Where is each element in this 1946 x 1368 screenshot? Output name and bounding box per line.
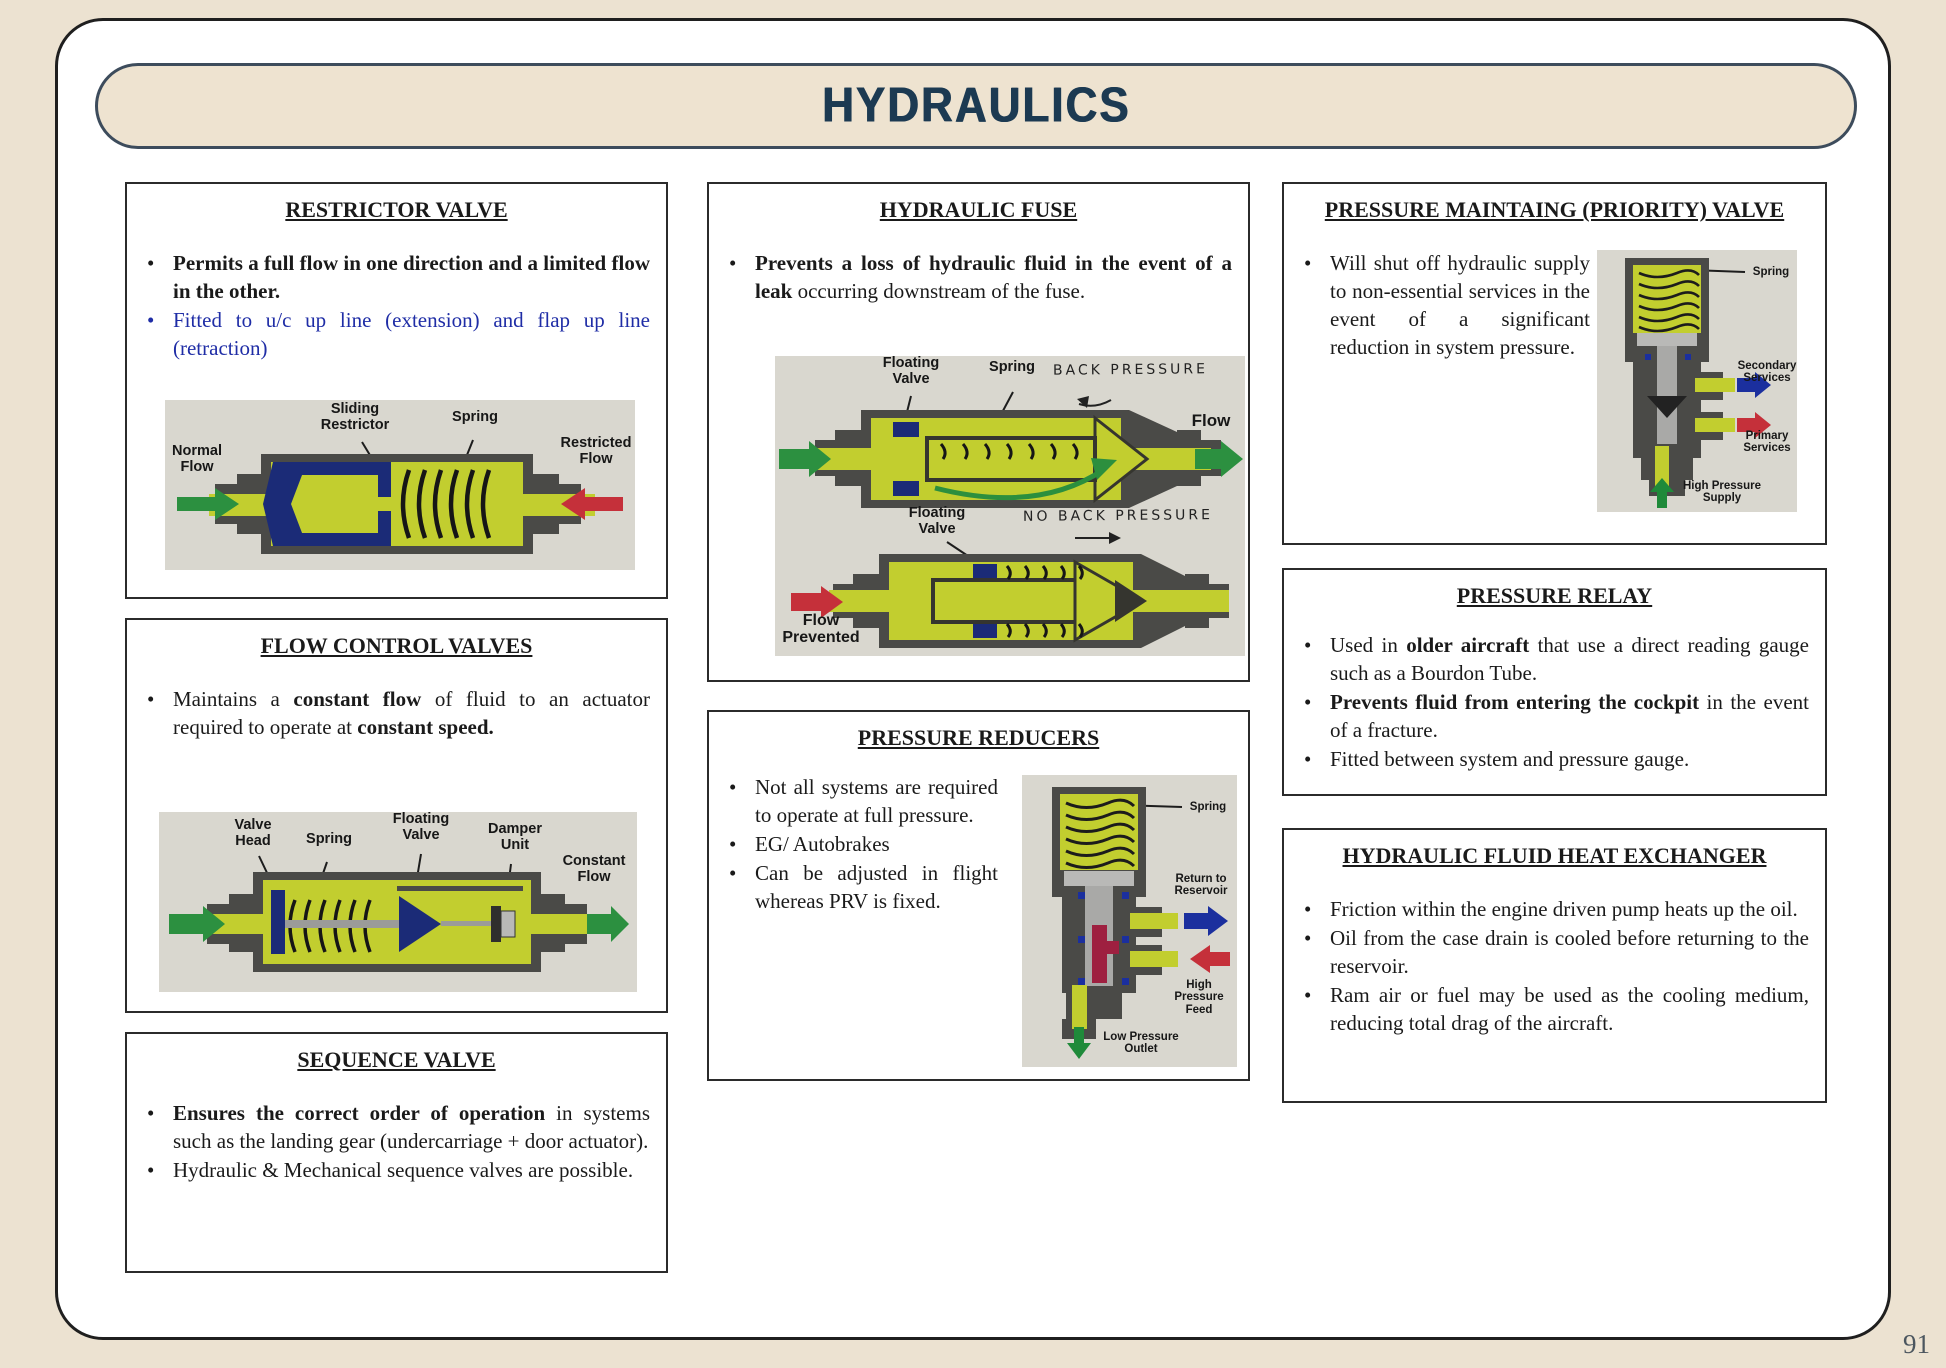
piston-head [1637,333,1697,346]
page-title: HYDRAULICS [821,78,1131,133]
label-secondary-services: Secondary Services [1737,360,1797,385]
piston-head [1064,871,1134,886]
floating-valve-part [973,564,997,578]
bullet-item: • Ram air or fuel may be used as the cooling medium, reducing total drag of the aircraft. [1296,981,1809,1037]
label-spring: Spring [1752,266,1790,278]
label-spring: Spring [306,831,352,847]
bullet-list [1284,895,1825,1037]
feed-port [1130,951,1178,967]
label-low-pressure-outlet: Low Pressure Outlet [1103,1031,1179,1056]
section-pressure-reducers [707,710,1250,1081]
hydraulic-fuse-art [775,356,1245,656]
section-hydraulic-fuse [707,182,1250,682]
bullet-item: • Can be adjusted in flight whereas PRV is fixed. [721,859,998,915]
section-title: FLOW CONTROL VALVES [260,633,533,658]
bullet-item: • Not all systems are required to operate at full pressure. [721,773,998,829]
section-sequence-valve [125,1032,668,1273]
red-arrow-icon [1190,945,1230,973]
label-primary-services: Primary Services [1743,430,1791,455]
passage [397,886,523,891]
section-title: HYDRAULIC FUSE [879,197,1078,222]
reducing-valve-part [1107,941,1119,954]
bullet-item: • Used in older aircraft that use a direct reading gauge such as a Bourdon Tube. [1296,631,1809,687]
page-number: 91 [1903,1329,1930,1359]
label-constant-flow: Constant Flow [562,853,626,885]
section-priority-valve [1282,182,1827,545]
piston-stem [1657,346,1677,444]
section-title: PRESSURE MAINTAING (PRIORITY) VALVE [1324,197,1785,222]
bullet-item: • Prevents fluid from entering the cockpit in the event of a fracture. [1296,688,1809,744]
pressure-reducer-diagram [1022,775,1237,1067]
outlet-port [1072,985,1087,1029]
reducing-valve-part [1092,925,1107,983]
handwritten-arrowhead [1077,396,1089,408]
flow-control-valve-diagram [159,812,637,992]
bullet-item: • Will shut off hydraulic supply to non-essential services in the event of a significant reduction in system pressure. [1296,249,1590,361]
damper-unit-part [501,911,515,937]
label-valve-head: Valve Head [234,817,272,849]
valve-head-part [271,890,285,954]
label-restricted-flow: Restricted Flow [560,435,632,467]
bullet-item: • Hydraulic & Mechanical sequence valves are possible. [139,1156,650,1184]
bullet-list [1284,631,1825,773]
restrictor-valve-diagram [165,400,635,570]
bullet-list [127,1099,666,1184]
section-title: PRESSURE REDUCERS [857,725,1100,750]
floating-valve-part [973,624,997,638]
fuse-tube [933,580,1083,622]
floating-valve-part [893,422,919,437]
section-restrictor-valve [125,182,668,599]
bullet-item: • Permits a full flow in one direction and a limited flow in the other. [139,249,650,305]
section-title: HYDRAULIC FLUID HEAT EXCHANGER [1342,843,1767,868]
bullet-item: • Ensures the correct order of operation in systems such as the landing gear (undercarriage + door actuator). [139,1099,650,1155]
label-high-pressure-feed: High Pressure Feed [1174,979,1224,1016]
blue-arrow-icon [1184,906,1228,936]
label-sliding-restrictor: Sliding Restrictor [320,401,390,433]
section-title: SEQUENCE VALVE [297,1047,496,1072]
bullet-list [127,685,666,741]
label-damper-unit: Damper Unit [488,821,542,853]
green-arrow-icon [587,906,629,942]
label-no-back-pressure: NO BACK PRESSURE [1022,507,1213,525]
pressure-reducer-art [1022,775,1237,1067]
label-floating-valve: Floating Valve [882,355,940,387]
label-normal-flow: Normal Flow [172,443,222,475]
label-flow-prevented: Flow Prevented [782,612,860,647]
primary-port [1695,418,1735,432]
label-high-pressure-supply: High Pressure Supply [1683,480,1761,505]
bullet-item: • Fitted to u/c up line (extension) and flap up line (retraction) [139,306,650,362]
label-return-to-reservoir: Return to Reservoir [1174,873,1228,898]
section-title: RESTRICTOR VALVE [285,197,508,222]
bullet-item: • Friction within the engine driven pump heats up the oil. [1296,895,1809,923]
secondary-port [1695,378,1735,392]
title-bar [95,63,1857,149]
bullet-list [127,249,666,362]
bullet-item: • Maintains a constant flow of fluid to an actuator required to operate at constant speed. [139,685,650,741]
bullet-list [709,249,1248,305]
label-spring: Spring [452,409,498,425]
return-port [1130,913,1178,929]
label-flow: Flow [1191,411,1231,430]
bullet-item: • EG/ Autobrakes [721,830,998,858]
label-floating-valve: Floating Valve [392,811,450,843]
bullet-item: • Prevents a loss of hydraulic fluid in the event of a leak occurring downstream of the fuse. [721,249,1232,305]
label-back-pressure: BACK PRESSURE [1052,361,1209,379]
damper-plate [491,906,501,942]
section-title: PRESSURE RELAY [1456,583,1653,608]
label-floating-valve-2: Floating Valve [908,505,966,537]
handwritten-arrowhead [1109,532,1121,544]
floating-valve-part [893,481,919,496]
label-spring: Spring [1189,801,1227,813]
damper-rod [441,921,491,926]
bullet-item: • Fitted between system and pressure gauge. [1296,745,1809,773]
section-flow-control-valves [125,618,668,1013]
priority-valve-diagram [1597,250,1797,512]
fuse-tube [927,438,1095,480]
section-heat-exchanger [1282,828,1827,1103]
label-spring: Spring [989,359,1035,375]
hydraulic-fuse-diagram [775,356,1245,656]
section-pressure-relay [1282,568,1827,796]
bullet-item: • Oil from the case drain is cooled before returning to the reservoir. [1296,924,1809,980]
